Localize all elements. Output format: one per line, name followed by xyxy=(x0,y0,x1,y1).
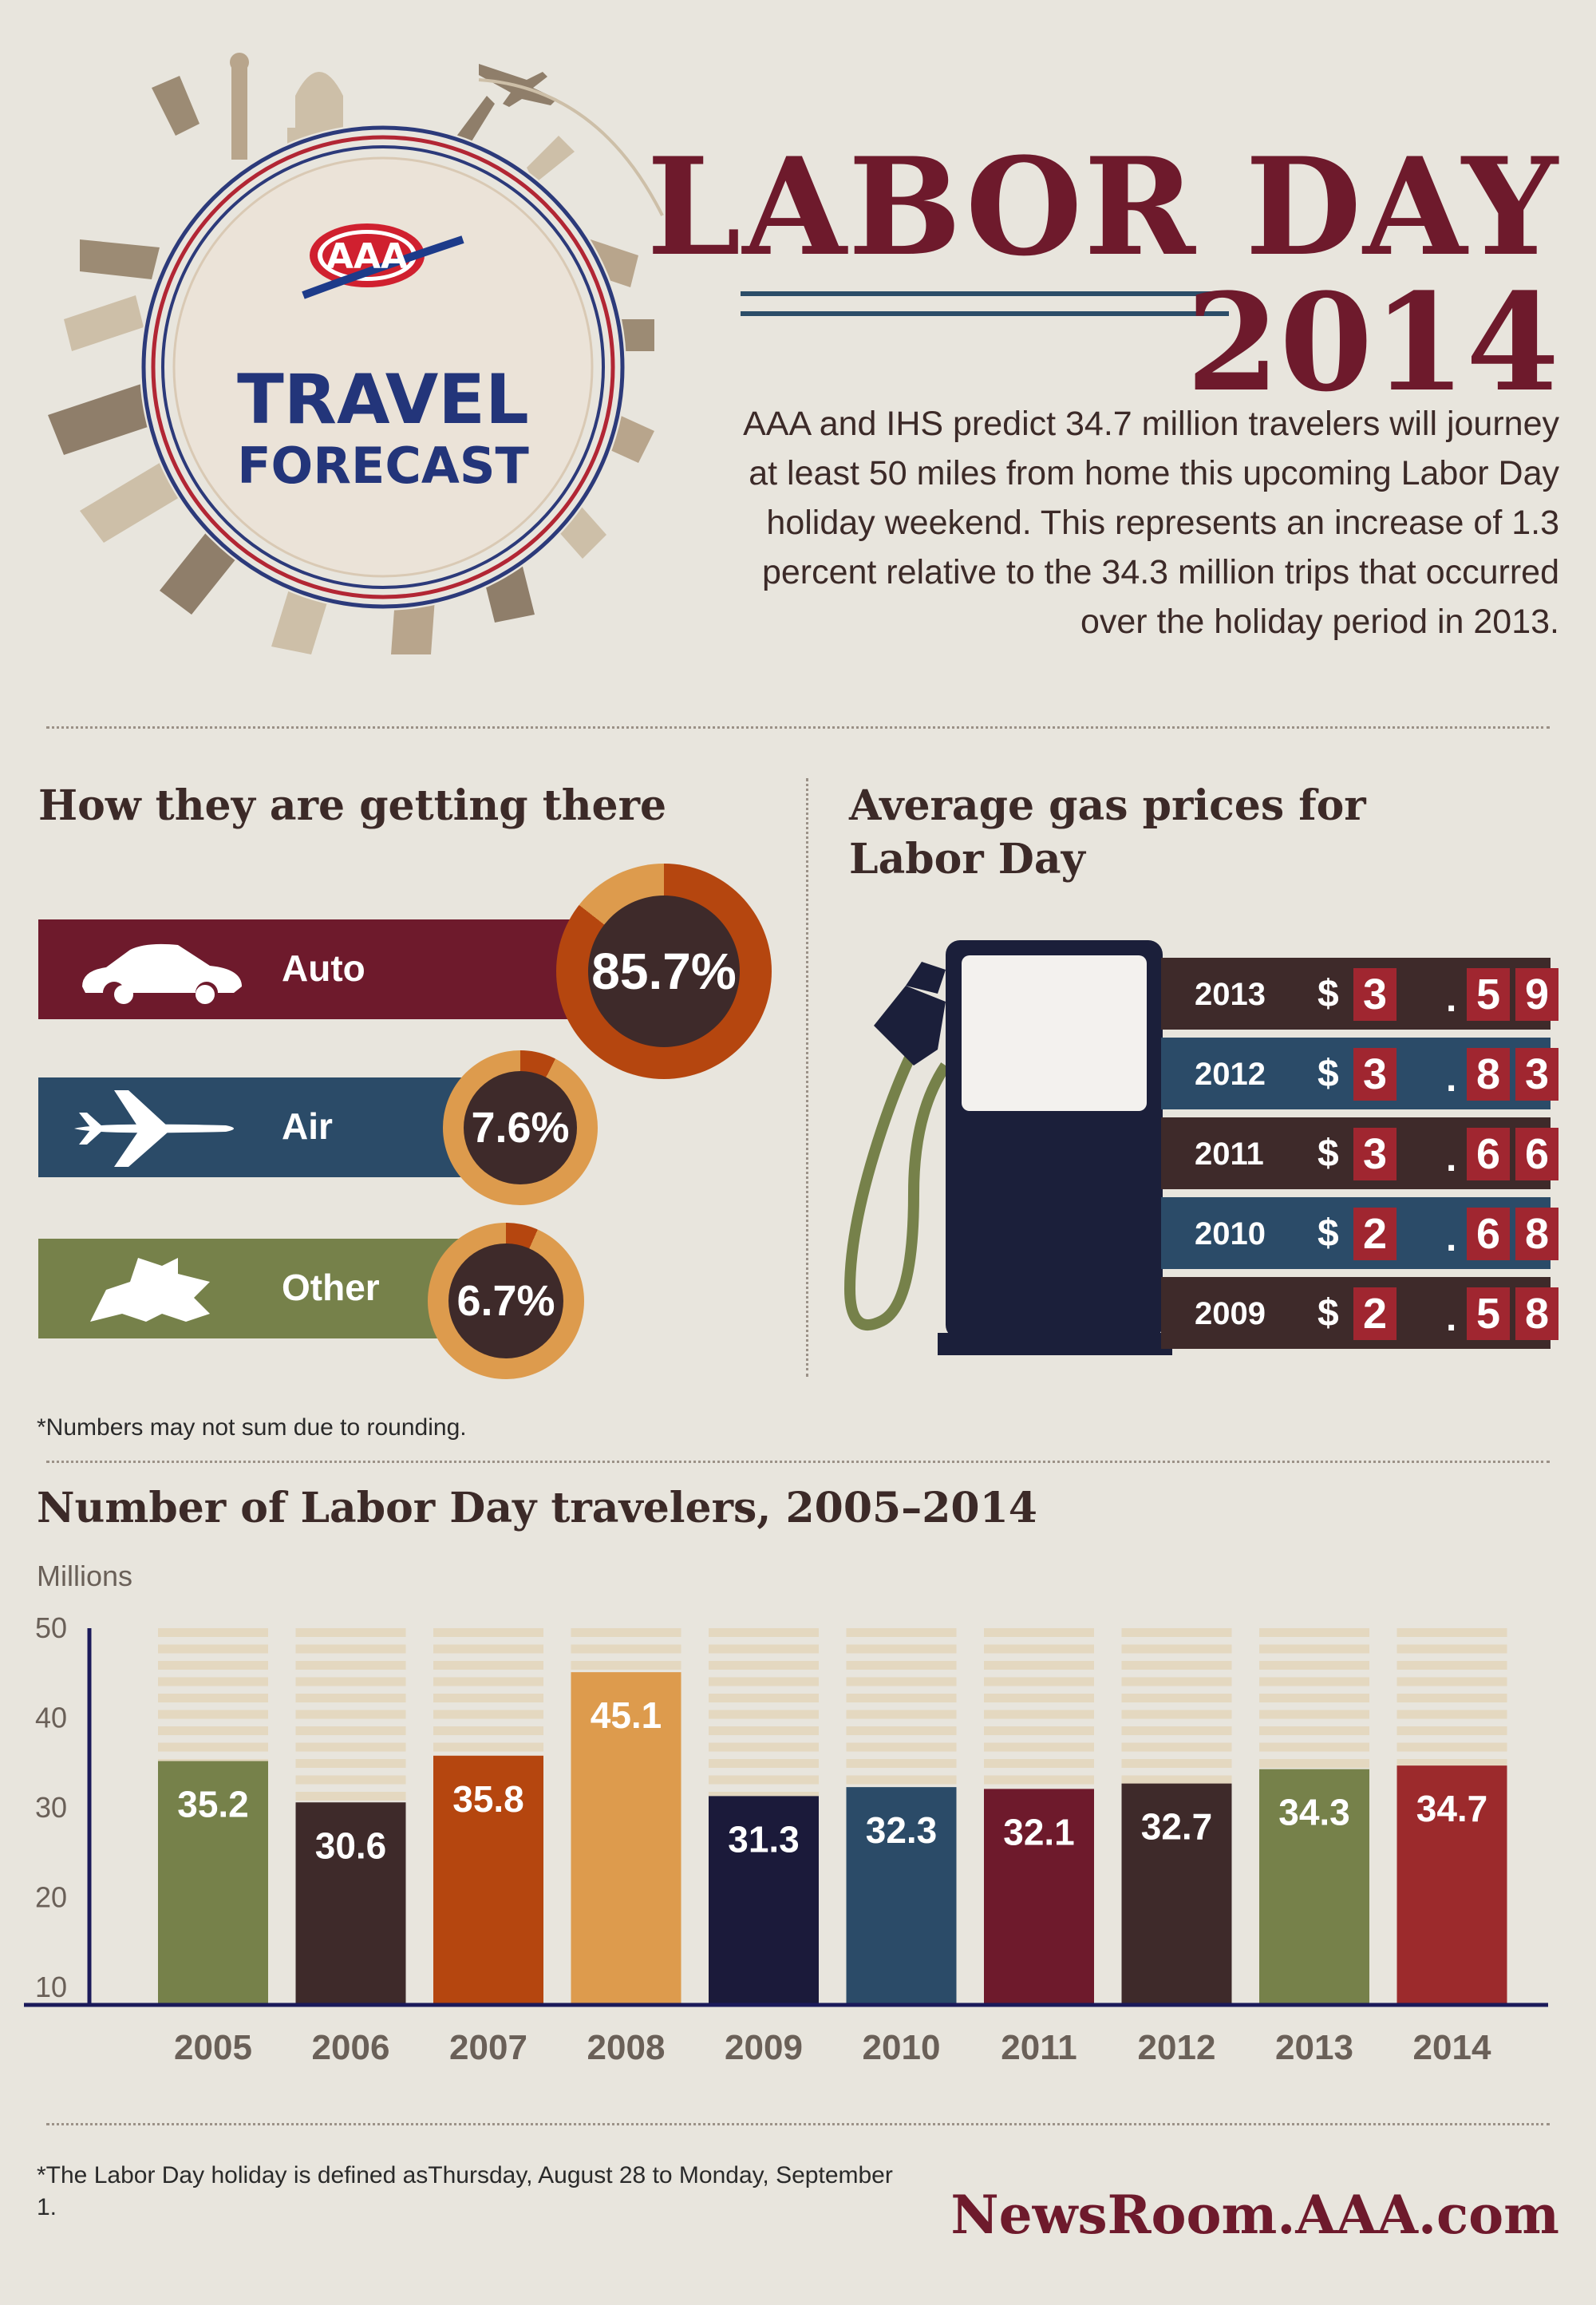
x-tick-label: 2014 xyxy=(1412,2028,1491,2067)
rounding-footnote: *Numbers may not sum due to rounding. xyxy=(37,1414,467,1441)
gas-dollar-sign: $ xyxy=(1317,973,1339,1015)
gas-decimal-point: . xyxy=(1446,1217,1457,1259)
bar-background-stripe xyxy=(1397,1661,1507,1670)
gas-row-2009 xyxy=(1161,1277,1551,1349)
bar-background-stripe xyxy=(709,1776,819,1785)
x-tick-label: 2006 xyxy=(311,2028,390,2067)
x-tick-label: 2012 xyxy=(1137,2028,1216,2067)
gas-digit-2: 8 xyxy=(1467,1048,1510,1101)
bar-background-stripe xyxy=(296,1710,406,1719)
travel-forecast-logo-art xyxy=(32,32,734,694)
gas-digit-1: 2 xyxy=(1353,1208,1396,1260)
modes-title: How they are getting there xyxy=(38,781,667,830)
gas-digit-2: 6 xyxy=(1467,1208,1510,1260)
gas-dollar-sign: $ xyxy=(1317,1292,1339,1334)
bar-background-stripe xyxy=(984,1776,1094,1785)
bar-background-stripe xyxy=(1122,1645,1232,1654)
y-tick-label: 20 xyxy=(35,1880,68,1914)
gas-row-2010 xyxy=(1161,1197,1551,1269)
gas-digit-1: 3 xyxy=(1353,1128,1396,1180)
bar-background-stripe xyxy=(984,1710,1094,1719)
bar-background-stripe xyxy=(296,1661,406,1670)
bar-background-stripe xyxy=(709,1759,819,1768)
bar-background-stripe xyxy=(1259,1710,1369,1719)
bar-value-label: 32.3 xyxy=(865,1809,938,1852)
ship-icon xyxy=(66,1250,242,1330)
bar-background-stripe xyxy=(1259,1759,1369,1768)
bar-background-stripe xyxy=(847,1678,957,1686)
bar-value-label: 32.7 xyxy=(1140,1805,1213,1848)
bar-background-stripe xyxy=(158,1661,268,1670)
gas-decimal-point: . xyxy=(1446,1137,1457,1180)
mode-row-air xyxy=(38,1077,485,1177)
page-title: LABOR DAY xyxy=(646,128,1559,286)
gas-title-line2: Labor Day xyxy=(849,835,1085,884)
bar-background-stripe xyxy=(433,1678,543,1686)
bar-background-stripe xyxy=(1122,1743,1232,1752)
bar-background-stripe xyxy=(1259,1645,1369,1654)
bar-background-stripe xyxy=(296,1645,406,1654)
bar-background-stripe xyxy=(847,1776,957,1785)
bar-background-stripe xyxy=(1259,1743,1369,1752)
bar-background-stripe xyxy=(984,1743,1094,1752)
gas-digit-3: 8 xyxy=(1515,1208,1558,1260)
bar-background-stripe xyxy=(158,1726,268,1735)
bar-background-stripe xyxy=(296,1792,406,1801)
gas-digit-1: 3 xyxy=(1353,1048,1396,1101)
bar-background-stripe xyxy=(433,1661,543,1670)
bar-background-stripe xyxy=(1122,1694,1232,1702)
x-tick-label: 2008 xyxy=(587,2028,666,2067)
bar-background-stripe xyxy=(847,1645,957,1654)
bar-background-stripe xyxy=(158,1645,268,1654)
bar-background-stripe xyxy=(1259,1726,1369,1735)
bar-background-stripe xyxy=(433,1743,543,1752)
mode-row-auto xyxy=(38,919,597,1019)
gas-digit-3: 6 xyxy=(1515,1128,1558,1180)
x-tick-label: 2007 xyxy=(449,2028,527,2067)
bar-background-stripe xyxy=(709,1694,819,1702)
bar-background-stripe xyxy=(296,1743,406,1752)
gas-year: 2013 xyxy=(1195,977,1266,1012)
bar-background-stripe xyxy=(1122,1776,1232,1785)
bar-background-stripe xyxy=(296,1694,406,1702)
bar-background-stripe xyxy=(571,1645,681,1654)
divider xyxy=(46,726,1550,729)
auto-share-donut xyxy=(556,864,772,1079)
y-tick-label: 50 xyxy=(35,1611,68,1644)
title-rule-bottom xyxy=(741,311,1229,316)
bar-background-stripe xyxy=(847,1628,957,1637)
bar-background-stripe xyxy=(158,1628,268,1637)
air-share-value: 7.6% xyxy=(464,1071,577,1184)
bar-background-stripe xyxy=(709,1661,819,1670)
bar-background-stripe xyxy=(158,1743,268,1752)
gas-dollar-sign: $ xyxy=(1317,1053,1339,1095)
bar-background-stripe xyxy=(709,1628,819,1637)
bar-background-stripe xyxy=(296,1726,406,1735)
other-share-value: 6.7% xyxy=(448,1243,563,1358)
bar-background-stripe xyxy=(709,1726,819,1735)
bar-background-stripe xyxy=(709,1710,819,1719)
page-year: 2014 xyxy=(1186,263,1559,421)
bar-background-stripe xyxy=(158,1678,268,1686)
bar-background-stripe xyxy=(847,1710,957,1719)
gas-decimal-point: . xyxy=(1446,978,1457,1020)
travelers-bar-chart xyxy=(0,1564,1596,2091)
bar-background-stripe xyxy=(296,1678,406,1686)
bar-background-stripe xyxy=(1259,1694,1369,1702)
divider xyxy=(46,1461,1550,1463)
bar-background-stripe xyxy=(847,1694,957,1702)
bar-background-stripe xyxy=(1122,1726,1232,1735)
bar-background-stripe xyxy=(709,1678,819,1686)
gas-digit-2: 5 xyxy=(1467,1287,1510,1340)
gas-row-2012 xyxy=(1161,1038,1551,1109)
bar-value-label: 31.3 xyxy=(728,1818,800,1860)
x-tick-label: 2005 xyxy=(174,2028,252,2067)
bar-background-stripe xyxy=(847,1759,957,1768)
bar-background-stripe xyxy=(158,1694,268,1702)
gas-digit-1: 3 xyxy=(1353,968,1396,1021)
mode-label-air: Air xyxy=(282,1105,333,1147)
bar-background-stripe xyxy=(1259,1628,1369,1637)
bar-background-stripe xyxy=(433,1645,543,1654)
bar-value-label: 30.6 xyxy=(314,1825,387,1867)
bar-background-stripe xyxy=(1122,1661,1232,1670)
bar-background-stripe xyxy=(847,1743,957,1752)
bar-background-stripe xyxy=(571,1628,681,1637)
holiday-definition-note: *The Labor Day holiday is defined asThursday, August 28 to Monday, September 1. xyxy=(37,2162,893,2220)
bar-background-stripe xyxy=(847,1726,957,1735)
bar-background-stripe xyxy=(1397,1743,1507,1752)
bar-background-stripe xyxy=(984,1694,1094,1702)
bar-background-stripe xyxy=(709,1743,819,1752)
bar-background-stripe xyxy=(1259,1678,1369,1686)
plane-icon xyxy=(66,1089,242,1168)
title-rule-top xyxy=(741,291,1229,296)
bar-background-stripe xyxy=(984,1628,1094,1637)
air-share-donut xyxy=(443,1050,598,1205)
mode-row-other xyxy=(38,1239,473,1338)
gas-digit-2: 6 xyxy=(1467,1128,1510,1180)
bar-background-stripe xyxy=(984,1645,1094,1654)
y-tick-label: 30 xyxy=(35,1791,68,1824)
bar-background-stripe xyxy=(1397,1710,1507,1719)
bar-background-stripe xyxy=(433,1694,543,1702)
gas-title-line1: Average gas prices for xyxy=(849,781,1366,830)
gas-dollar-sign: $ xyxy=(1317,1133,1339,1175)
bar-value-label: 35.8 xyxy=(452,1777,524,1820)
bar-background-stripe xyxy=(296,1759,406,1768)
bar-background-stripe xyxy=(1122,1678,1232,1686)
bar-background-stripe xyxy=(1397,1726,1507,1735)
bar-background-stripe xyxy=(571,1661,681,1670)
mode-label-auto: Auto xyxy=(282,947,365,989)
gas-row-2013 xyxy=(1161,958,1551,1030)
chart-ylabel: Millions xyxy=(37,1560,133,1592)
bar-background-stripe xyxy=(1397,1628,1507,1637)
bar-background-stripe xyxy=(984,1661,1094,1670)
bar-value-label: 35.2 xyxy=(177,1783,249,1825)
gas-year: 2010 xyxy=(1195,1216,1266,1251)
gas-decimal-point: . xyxy=(1446,1058,1457,1100)
y-tick-label: 40 xyxy=(35,1701,68,1734)
bar-background-stripe xyxy=(433,1726,543,1735)
gas-digit-3: 8 xyxy=(1515,1287,1558,1340)
x-tick-label: 2009 xyxy=(725,2028,803,2067)
logo-forecast-text: FORECAST xyxy=(237,437,529,495)
bar-value-label: 34.7 xyxy=(1416,1788,1488,1830)
gas-dollar-sign: $ xyxy=(1317,1212,1339,1255)
x-tick-label: 2010 xyxy=(862,2028,941,2067)
bar-background-stripe xyxy=(296,1628,406,1637)
bar-background-stripe xyxy=(296,1776,406,1785)
vertical-divider xyxy=(806,778,808,1377)
divider xyxy=(46,2123,1550,2125)
gas-year: 2009 xyxy=(1195,1296,1266,1331)
bar-background-stripe xyxy=(1259,1661,1369,1670)
bar-background-stripe xyxy=(433,1628,543,1637)
bar-background-stripe xyxy=(1397,1645,1507,1654)
x-tick-label: 2011 xyxy=(1001,2028,1077,2067)
bar-value-label: 45.1 xyxy=(590,1694,662,1737)
bar-background-stripe xyxy=(1122,1759,1232,1768)
bar-background-stripe xyxy=(1397,1678,1507,1686)
bar-background-stripe xyxy=(984,1726,1094,1735)
bar-background-stripe xyxy=(158,1710,268,1719)
bar-background-stripe xyxy=(1122,1710,1232,1719)
x-tick-label: 2013 xyxy=(1275,2028,1353,2067)
gas-year: 2012 xyxy=(1195,1057,1266,1092)
bar-background-stripe xyxy=(984,1678,1094,1686)
other-share-donut xyxy=(428,1223,584,1379)
bar-value-label: 32.1 xyxy=(1003,1811,1075,1853)
chart-title: Number of Labor Day travelers, 2005–2014 xyxy=(37,1484,1037,1532)
bar-background-stripe xyxy=(433,1710,543,1719)
gas-decimal-point: . xyxy=(1446,1297,1457,1339)
gas-digit-1: 2 xyxy=(1353,1287,1396,1340)
logo-travel-text: TRAVEL xyxy=(237,360,529,440)
bar-background-stripe xyxy=(709,1645,819,1654)
gas-year: 2011 xyxy=(1195,1137,1264,1172)
bar-background-stripe xyxy=(1397,1694,1507,1702)
mode-label-other: Other xyxy=(282,1267,380,1308)
y-tick-label: 10 xyxy=(35,1971,68,2003)
gas-digit-3: 3 xyxy=(1515,1048,1558,1101)
newsroom-link[interactable]: NewsRoom.AAA.com xyxy=(950,2184,1559,2246)
gas-row-2011 xyxy=(1161,1117,1551,1189)
bar-value-label: 34.3 xyxy=(1278,1791,1350,1833)
intro-paragraph: AAA and IHS predict 34.7 million travelers will journey at least 50 miles from home this upcoming Labor Day holiday weekend. This represents an increase of 1.3 percent relative to the 34.3 million trips that occurred over the holiday period in 2013. xyxy=(743,405,1559,641)
aaa-logo-text: AAA xyxy=(326,236,409,277)
gas-digit-2: 5 xyxy=(1467,968,1510,1021)
car-icon xyxy=(66,931,258,1010)
bar-background-stripe xyxy=(984,1759,1094,1768)
gas-pump-icon xyxy=(842,938,1177,1361)
bar-background-stripe xyxy=(847,1661,957,1670)
bar-background-stripe xyxy=(1122,1628,1232,1637)
gas-digit-3: 9 xyxy=(1515,968,1558,1021)
auto-share-value: 85.7% xyxy=(588,896,740,1047)
